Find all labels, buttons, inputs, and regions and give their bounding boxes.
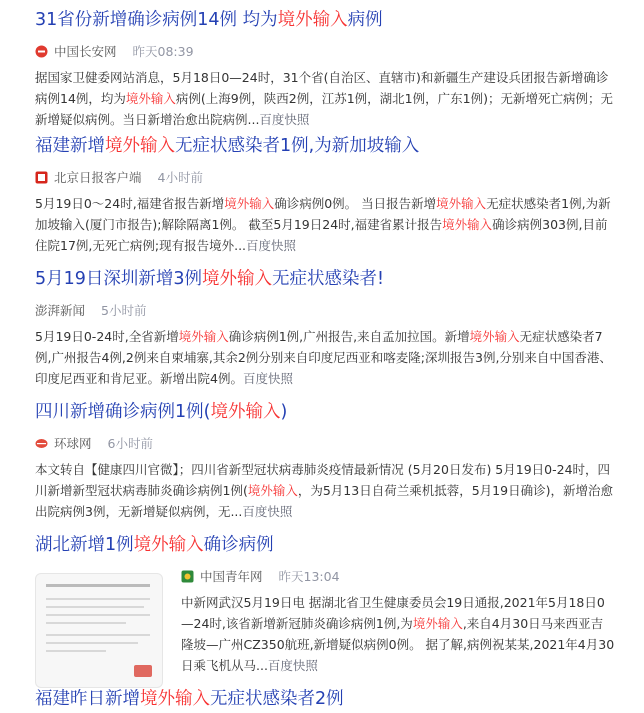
text-segment: ,来自4月30日马来西亚吉隆坡—广州CZ350航班,新增疑似病例0例。 据了解,病例祝某某,2021年4月30日乘飞机从马... <box>181 616 615 673</box>
text-segment: 无症状感染者1例,为新加坡输入(厦门市报告);解除隔离1例。 截至5月19日24时,福建省累计报告 <box>35 196 611 232</box>
thumbnail-text-line <box>46 606 144 608</box>
result-source[interactable]: 澎湃新闻 <box>35 303 86 318</box>
snapshot-link[interactable]: 百度快照 <box>267 658 318 673</box>
search-result <box>35 687 615 711</box>
thumbnail-heading-line <box>46 584 150 587</box>
result-abstract <box>35 459 615 522</box>
result-abstract <box>35 67 615 130</box>
text-segment: 湖北新增1例 <box>35 535 134 555</box>
thumbnail-stamp <box>134 665 152 677</box>
result-abstract <box>35 193 615 256</box>
text-segment: 31省份新增确诊病例14例 均为 <box>35 10 278 30</box>
search-result <box>35 8 615 130</box>
text-segment: 5月19日0～24时,福建省报告新增 <box>35 196 225 211</box>
result-thumbnail[interactable] <box>35 573 163 688</box>
highlighted-keyword: 境外输入 <box>178 329 229 344</box>
highlighted-keyword: 境外输入 <box>469 329 520 344</box>
result-meta <box>35 41 615 61</box>
search-result <box>35 400 615 522</box>
youth-logo-icon <box>181 570 194 583</box>
text-segment: 5月19日0-24时,全省新增 <box>35 329 179 344</box>
result-meta <box>181 566 615 586</box>
thumbnail-text-line <box>46 642 138 644</box>
highlighted-keyword: 境外输入 <box>125 91 176 106</box>
text-segment: 确诊病例 <box>203 535 274 555</box>
search-result <box>35 134 615 256</box>
result-meta <box>35 433 615 453</box>
highlighted-keyword: 境外输入 <box>105 136 175 156</box>
highlighted-keyword: 境外输入 <box>224 196 275 211</box>
result-title[interactable] <box>35 687 615 711</box>
highlighted-keyword: 境外输入 <box>202 269 273 289</box>
result-source[interactable]: 环球网 <box>54 436 92 451</box>
text-segment: 确诊病例1例,广州报告,来自孟加拉国。新增 <box>228 329 470 344</box>
result-source[interactable]: 北京日报客户端 <box>54 170 142 185</box>
result-source[interactable]: 中国青年网 <box>200 569 263 584</box>
text-segment: ，为5月13日自荷兰乘机抵蓉，5月19日确诊)，新增治愈出院病例3例，无新增疑似病例，无... <box>35 483 613 519</box>
text-segment: 无症状感染者! <box>272 269 385 289</box>
highlighted-keyword: 境外输入 <box>133 535 204 555</box>
result-time: 昨天08:39 <box>132 44 194 59</box>
text-segment: 本文转自【健康四川官微】；四川省新型冠状病毒肺炎疫情最新情况 (5月20日发布) 5月19日0-24时，四川新增新型冠状病毒肺炎确诊病例1例( <box>35 462 611 498</box>
text-segment: 确诊病例303例,目前住院17例,无死亡病例;现有报告境外... <box>35 217 608 253</box>
text-segment: 确诊病例0例。 当日报告新增 <box>274 196 437 211</box>
highlighted-keyword: 境外输入 <box>442 217 493 232</box>
snapshot-link[interactable]: 百度快照 <box>242 371 293 386</box>
thumbnail-text-line <box>46 622 126 624</box>
result-title[interactable] <box>35 134 615 158</box>
text-segment: 福建新增 <box>35 136 105 156</box>
highlighted-keyword: 境外输入 <box>210 402 281 422</box>
result-time: 6小时前 <box>107 436 153 451</box>
search-result <box>35 267 615 389</box>
highlighted-keyword: 境外输入 <box>277 10 348 30</box>
text-segment: 无症状感染者2例 <box>210 689 344 709</box>
changan-logo-icon <box>35 45 48 58</box>
text-segment: ) <box>280 402 288 422</box>
result-title[interactable] <box>35 533 615 557</box>
result-meta <box>35 167 615 187</box>
text-segment: 病例(上海9例，陕西2例，江苏1例，湖北1例，广东1例)；无新增死亡病例；无新增疑似病例。当日新增治愈出院病例... <box>35 91 613 127</box>
text-segment: 无症状感染者7例,广州报告4例,2例来自柬埔寨,其余2例分别来自印度尼西亚和喀麦隆;深圳报告3例,分别来自中国香港、印度尼西亚和肯尼亚。新增出院4例。 <box>35 329 612 386</box>
result-time: 昨天13:04 <box>278 569 340 584</box>
search-result <box>35 533 615 676</box>
result-title[interactable] <box>35 8 615 32</box>
text-segment: 福建昨日新增 <box>35 689 140 709</box>
result-title[interactable] <box>35 400 615 424</box>
text-segment: 中新网武汉5月19日电 据湖北省卫生健康委员会19日通报,2021年5月18日0—24时,该省新增新冠肺炎确诊病例1例,为 <box>181 595 605 631</box>
text-segment: 无症状感染者1例,为新加坡输入 <box>175 136 420 156</box>
snapshot-link[interactable]: 百度快照 <box>259 112 310 127</box>
thumbnail-text-line <box>46 650 106 652</box>
snapshot-link[interactable]: 百度快照 <box>242 504 293 519</box>
text-segment: 5月19日深圳新增3例 <box>35 269 203 289</box>
result-abstract <box>181 592 615 676</box>
thumbnail-text-line <box>46 614 150 616</box>
bjd-logo-icon <box>35 171 48 184</box>
result-abstract <box>35 326 615 389</box>
text-segment: 据国家卫健委网站消息，5月18日0—24时，31个省(自治区、直辖市)和新疆生产建设兵团报告新增确诊病例14例，均为 <box>35 70 609 106</box>
highlighted-keyword: 境外输入 <box>436 196 487 211</box>
highlighted-keyword: 境外输入 <box>412 616 463 631</box>
text-segment: 四川新增确诊病例1例( <box>35 402 211 422</box>
result-time: 4小时前 <box>157 170 203 185</box>
text-segment: 病例 <box>347 10 383 30</box>
thumbnail-text-line <box>46 634 150 636</box>
highlighted-keyword: 境外输入 <box>247 483 298 498</box>
snapshot-link[interactable]: 百度快照 <box>246 238 297 253</box>
huanqiu-logo-icon <box>35 437 48 450</box>
result-source[interactable]: 中国长安网 <box>54 44 117 59</box>
result-time: 5小时前 <box>101 303 147 318</box>
thumbnail-text-line <box>46 598 150 600</box>
highlighted-keyword: 境外输入 <box>140 689 210 709</box>
result-title[interactable] <box>35 267 615 291</box>
result-meta <box>35 300 615 320</box>
